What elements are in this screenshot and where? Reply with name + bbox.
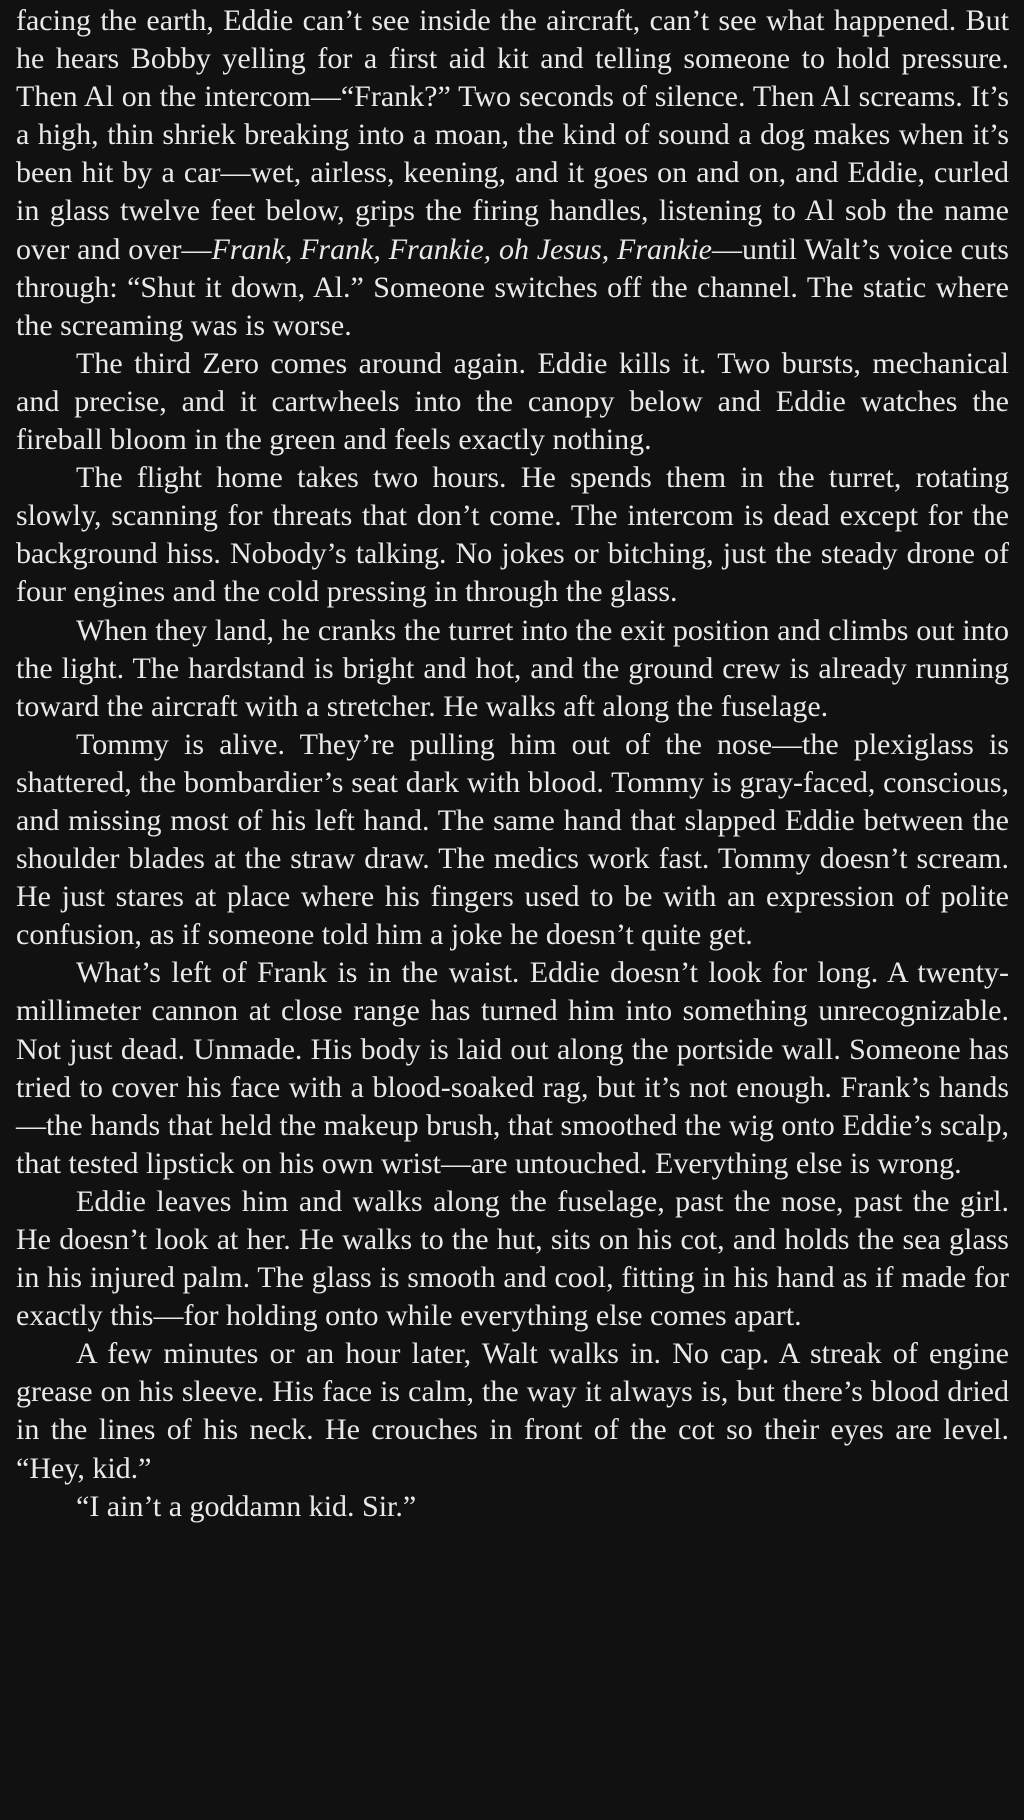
paragraph-1 <box>16 2 1009 345</box>
text-run: —until Walt’s voice cuts through: “Shut it down, Al.” Someone switches off the channel. The static where the screaming was is worse. <box>16 232 1009 342</box>
paragraph-2: The third Zero comes around again. Eddie kills it. Two bursts, mechanical and precise, and it cartwheels into the canopy below and Eddie watches the fireball bloom in the green and feels exactly nothing. <box>16 346 1009 457</box>
paragraph-5: Tommy is alive. They’re pulling him out of the nose—the plexiglass is shattered, the bombardier’s seat dark with blood. Tommy is gray-faced, conscious, and missing most of his left hand. The same hand that slapped Eddie between the shoulder blades at the straw draw. The medics work fast. Tommy doesn’t scream. He just stares at place where his fingers used to be with an expression of polite confusion, as if someone told him a joke he doesn’t quite get. <box>16 727 1009 952</box>
paragraph-9: “I ain’t a goddamn kid. Sir.” <box>76 1489 417 1523</box>
paragraph-7: Eddie leaves him and walks along the fuselage, past the nose, past the girl. He doesn’t look at her. He walks to the hut, sits on his cot, and holds the sea glass in his injured palm. The glass is smooth and cool, fitting in his hand as if made for exactly this—for holding onto while everything else comes apart. <box>16 1184 1009 1333</box>
paragraph-4: When they land, he cranks the turret into the exit position and climbs out into the light. The hardstand is bright and hot, and the ground crew is already running toward the aircraft with a stretcher. He walks aft along the fuselage. <box>16 613 1009 723</box>
paragraph-3: The flight home takes two hours. He spends them in the turret, rotating slowly, scanning for threats that don’t come. The intercom is dead except for the background hiss. Nobody’s talking. No jokes or bitching, just the steady drone of four engines and the cold pressing in through the glass. <box>16 461 1009 609</box>
paragraph-6: What’s left of Frank is in the waist. Eddie doesn’t look for long. A twenty-millimeter cannon at close range has turned him into something unrecognizable. Not just dead. Unmade. His body is laid out along the portside wall. Someone has tried to cover his face with a blood-soaked rag, but it’s not enough. Frank’s hands—the hands that held the makeup brush, that smoothed the wig onto Eddie’s scalp, that tested lipstick on his own wrist—are untouched. Everything else is wrong. <box>16 956 1009 1180</box>
text-run: facing the earth, Eddie can’t see inside the aircraft, can’t see what happened. But he hears Bobby yelling for a first aid kit and telling someone to hold pressure. Then Al on the intercom—“Frank?” Two seconds of silence. Then Al screams. It’s a high, thin shriek breaking into a moan, the kind of sound a dog makes when it’s been hit by a car—wet, airless, keening, and it goes on and on, and Eddie, curled in glass twelve feet below, grips the firing handles, listening to Al sob the name over and over— <box>16 4 1009 266</box>
italic-text-run: Frank, Frank, Frankie, oh Jesus, Frankie <box>211 232 712 266</box>
paragraph-8: A few minutes or an hour later, Walt walks in. No cap. A streak of engine grease on his sleeve. His face is calm, the way it always is, but there’s blood dried in the lines of his neck. He crouches in front of the cot so their eyes are level. “Hey, kid.” <box>16 1337 1009 1485</box>
